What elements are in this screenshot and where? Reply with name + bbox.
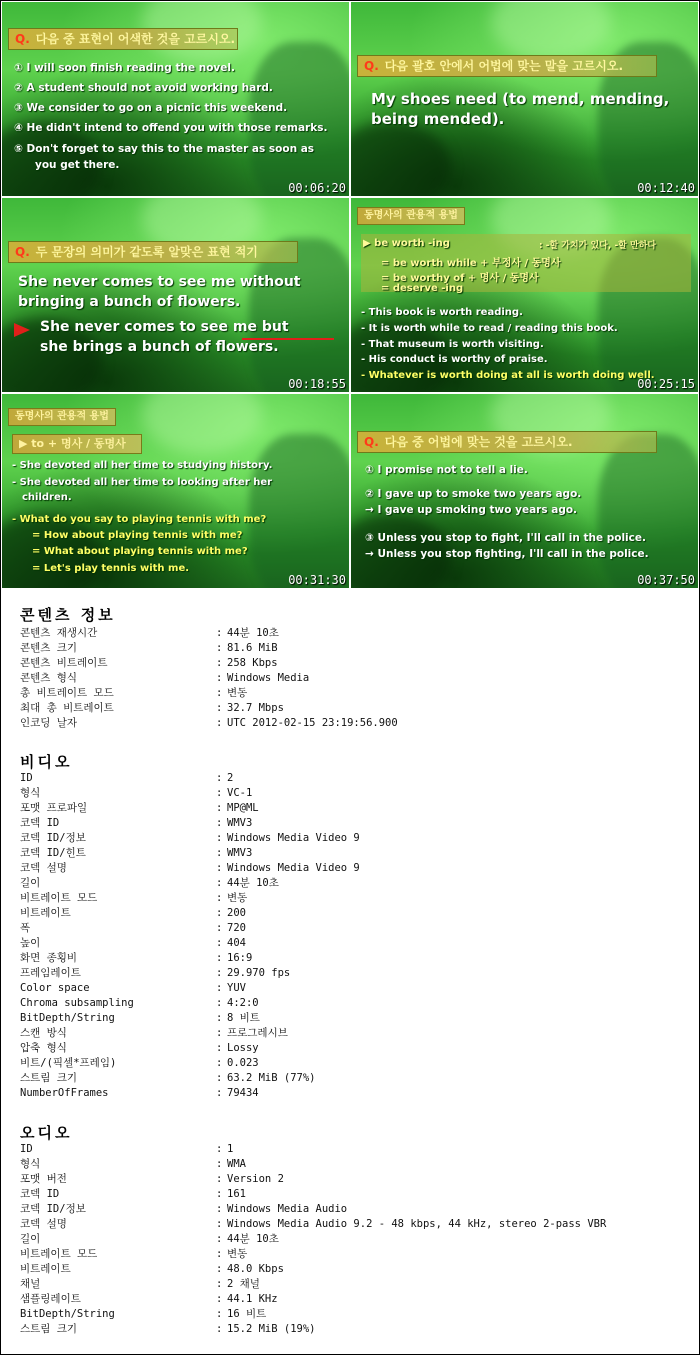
info-row <box>20 936 680 951</box>
info-separator: : <box>216 817 223 829</box>
text-line: - That museum is worth visiting. <box>361 339 544 350</box>
info-row <box>20 1292 680 1307</box>
text-line: ① I promise not to tell a lie. <box>365 464 528 476</box>
info-separator: : <box>216 1072 223 1084</box>
info-value: 0.023 <box>227 1057 259 1069</box>
info-key: 스캔 방식 <box>20 1027 67 1039</box>
info-separator: : <box>216 952 223 964</box>
info-separator: : <box>216 1012 223 1024</box>
info-separator: : <box>216 1087 223 1099</box>
info-row <box>20 951 680 966</box>
info-separator: : <box>216 1173 223 1185</box>
text-line: bringing a bunch of flowers. <box>18 294 241 310</box>
info-row <box>20 1026 680 1041</box>
text-line: - Whatever is worth doing at all is worth doing well. <box>361 370 655 381</box>
info-row <box>20 686 680 701</box>
text-line: - It is worth while to read / reading this book. <box>361 323 618 334</box>
info-row <box>20 981 680 996</box>
info-value: 15.2 MiB (19%) <box>227 1323 316 1335</box>
question-text: 다음 괄호 안에서 어법에 맞는 말을 고르시오. <box>384 59 624 73</box>
text-line: = deserve -ing <box>381 283 464 294</box>
info-separator: : <box>216 1233 223 1245</box>
info-key: BitDepth/String <box>20 1308 115 1320</box>
question-bar <box>8 241 298 263</box>
text-line: - What do you say to playing tennis with me? <box>12 514 267 525</box>
info-row <box>20 1307 680 1322</box>
text-line: children. <box>22 492 72 503</box>
timestamp: 00:06:20 <box>288 181 346 195</box>
info-key: 형식 <box>20 1158 41 1170</box>
info-separator: : <box>216 1308 223 1320</box>
text-line: She never comes to see me but <box>40 319 289 335</box>
info-separator: : <box>216 862 223 874</box>
info-value: Version 2 <box>227 1173 284 1185</box>
info-key: 코덱 설명 <box>20 1218 67 1230</box>
info-value: YUV <box>227 982 246 994</box>
info-separator: : <box>216 907 223 919</box>
info-key: 스트림 크기 <box>20 1072 78 1084</box>
thumbnail-5[interactable] <box>2 394 349 588</box>
info-row <box>20 1262 680 1277</box>
question-text: 두 문장의 의미가 같도록 알맞은 표현 적기 <box>35 245 258 259</box>
info-key: 비트레이트 모드 <box>20 892 98 904</box>
info-value: 258 Kbps <box>227 657 278 669</box>
info-row <box>20 921 680 936</box>
thumbnail-1[interactable] <box>2 2 349 196</box>
info-row <box>20 1322 680 1337</box>
info-value: Windows Media Audio 9.2 - 48 kbps, 44 kHz, stereo 2-pass VBR <box>227 1218 607 1230</box>
info-key: 스트림 크기 <box>20 1323 78 1335</box>
info-row <box>20 801 680 816</box>
question-text: 다음 중 어법에 맞는 것을 고르시오. <box>384 435 573 449</box>
info-value: 8 비트 <box>227 1012 260 1024</box>
info-key: 코덱 ID <box>20 1188 60 1200</box>
info-row <box>20 1041 680 1056</box>
info-row <box>20 641 680 656</box>
info-row <box>20 701 680 716</box>
info-key: Chroma subsampling <box>20 997 134 1009</box>
info-value: 1 <box>227 1143 234 1155</box>
sub-tag: ▶ to + 명사 / 동명사 <box>12 434 142 454</box>
info-separator: : <box>216 672 223 684</box>
info-value: 404 <box>227 937 246 949</box>
info-key: 최대 총 비트레이트 <box>20 702 114 714</box>
info-row <box>20 891 680 906</box>
question-mark: Q. <box>15 245 30 259</box>
info-value: Windows Media Video 9 <box>227 862 360 874</box>
info-row <box>20 996 680 1011</box>
info-key: 화면 종횡비 <box>20 952 78 964</box>
info-key: Color space <box>20 982 90 994</box>
info-key: 코덱 ID <box>20 817 60 829</box>
question-mark: Q. <box>364 59 379 73</box>
info-row <box>20 1277 680 1292</box>
question-text: 다음 중 표현이 어색한 것을 고르시오. <box>35 32 236 46</box>
text-line: = be worth while + 부정사 / 동명사 <box>381 258 561 269</box>
info-key: 형식 <box>20 787 41 799</box>
info-separator: : <box>216 1188 223 1200</box>
info-row <box>20 1232 680 1247</box>
info-row <box>20 1157 680 1172</box>
info-separator: : <box>216 877 223 889</box>
info-value: 29.970 fps <box>227 967 291 979</box>
info-value: 44분 10초 <box>227 877 279 889</box>
info-value: WMV3 <box>227 817 253 829</box>
info-key: 길이 <box>20 877 41 889</box>
info-separator: : <box>216 1263 223 1275</box>
question-mark: Q. <box>15 32 30 46</box>
info-key: 인코딩 날자 <box>20 717 78 729</box>
section-title-video: 비디오 <box>20 753 73 771</box>
info-key: BitDepth/String <box>20 1012 115 1024</box>
text-line: - This book is worth reading. <box>361 307 523 318</box>
info-row <box>20 831 680 846</box>
text-line: ② I gave up to smoke two years ago. <box>365 488 582 500</box>
info-row <box>20 716 680 731</box>
info-separator: : <box>216 832 223 844</box>
info-value: 200 <box>227 907 246 919</box>
info-key: 코덱 ID/정보 <box>20 832 86 844</box>
arrow-icon <box>14 323 30 337</box>
text-line: ① I will soon finish reading the novel. <box>14 62 235 74</box>
info-value: 16:9 <box>227 952 253 964</box>
info-value: WMA <box>227 1158 246 1170</box>
info-row <box>20 626 680 641</box>
info-value: 변동 <box>227 1248 248 1260</box>
text-line: = What about playing tennis with me? <box>32 546 248 557</box>
info-key: 채널 <box>20 1278 41 1290</box>
text-line: ② A student should not avoid working hard. <box>14 82 273 94</box>
info-row <box>20 966 680 981</box>
text-line: : -할 가치가 있다, -할 만하다 <box>539 241 657 251</box>
text-line: → Unless you stop fighting, I'll call in the police. <box>365 548 649 560</box>
info-separator: : <box>216 892 223 904</box>
info-separator: : <box>216 922 223 934</box>
info-value: 63.2 MiB (77%) <box>227 1072 316 1084</box>
info-separator: : <box>216 802 223 814</box>
info-row <box>20 1202 680 1217</box>
info-value: Windows Media <box>227 672 310 684</box>
info-value: 4:2:0 <box>227 997 259 1009</box>
info-key: 포맷 버전 <box>20 1173 67 1185</box>
info-value: 81.6 MiB <box>227 642 278 654</box>
thumbnail-3[interactable] <box>2 198 349 392</box>
info-row <box>20 861 680 876</box>
text-line: - She devoted all her time to looking after her <box>12 477 273 488</box>
info-key: 포맷 프로파일 <box>20 802 88 814</box>
info-separator: : <box>216 937 223 949</box>
text-line: ③ Unless you stop to fight, I'll call in the police. <box>365 532 646 544</box>
text-line: = be worthy of + 명사 / 동명사 <box>381 273 539 284</box>
info-key: ID <box>20 1143 33 1155</box>
info-row <box>20 1247 680 1262</box>
info-key: NumberOfFrames <box>20 1087 109 1099</box>
info-row <box>20 786 680 801</box>
info-key: 높이 <box>20 937 41 949</box>
info-key: 코덱 ID/힌트 <box>20 847 86 859</box>
info-separator: : <box>216 702 223 714</box>
info-separator: : <box>216 1203 223 1215</box>
thumbnail-4[interactable] <box>351 198 698 392</box>
info-separator: : <box>216 787 223 799</box>
info-value: 변동 <box>227 687 248 699</box>
info-row <box>20 1172 680 1187</box>
info-row <box>20 1217 680 1232</box>
info-value: 79434 <box>227 1087 259 1099</box>
text-line: → I gave up smoking two years ago. <box>365 504 578 516</box>
info-key: 콘텐츠 크기 <box>20 642 78 654</box>
info-row <box>20 846 680 861</box>
info-separator: : <box>216 657 223 669</box>
info-separator: : <box>216 847 223 859</box>
info-value: 2 채널 <box>227 1278 260 1290</box>
info-separator: : <box>216 982 223 994</box>
info-separator: : <box>216 772 223 784</box>
timestamp: 00:18:55 <box>288 377 346 391</box>
info-row <box>20 816 680 831</box>
info-row <box>20 1011 680 1026</box>
info-value: VC-1 <box>227 787 253 799</box>
info-value: 16 비트 <box>227 1308 267 1320</box>
info-value: WMV3 <box>227 847 253 859</box>
text-line: she brings a bunch of flowers. <box>40 339 279 355</box>
info-value: 32.7 Mbps <box>227 702 284 714</box>
info-separator: : <box>216 1143 223 1155</box>
text-line: ⑤ Don't forget to say this to the master as soon as <box>14 143 315 155</box>
info-separator: : <box>216 642 223 654</box>
info-separator: : <box>216 627 223 639</box>
info-value: 44분 10초 <box>227 627 279 639</box>
section-tag: 동명사의 관용적 용법 <box>357 207 465 225</box>
info-value: 720 <box>227 922 246 934</box>
timestamp: 00:12:40 <box>637 181 695 195</box>
info-key: 콘텐츠 재생시간 <box>20 627 98 639</box>
info-value: 2 <box>227 772 234 784</box>
info-value: 44분 10초 <box>227 1233 279 1245</box>
thumbnail-grid <box>1 1 699 589</box>
timestamp: 00:37:50 <box>637 573 695 587</box>
text-line: ▶ be worth -ing <box>363 238 450 249</box>
info-key: 코덱 ID/정보 <box>20 1203 86 1215</box>
thumbnail-2[interactable] <box>351 2 698 196</box>
text-line: being mended). <box>371 110 505 128</box>
info-value: 변동 <box>227 892 248 904</box>
info-value: Windows Media Audio <box>227 1203 348 1215</box>
info-key: 프레임레이트 <box>20 967 81 979</box>
timestamp: 00:31:30 <box>288 573 346 587</box>
info-key: 비트/(픽셀*프레임) <box>20 1057 117 1069</box>
info-value: MP@ML <box>227 802 259 814</box>
info-separator: : <box>216 1218 223 1230</box>
info-separator: : <box>216 1057 223 1069</box>
info-value: UTC 2012-02-15 23:19:56.900 <box>227 717 398 729</box>
info-row <box>20 876 680 891</box>
question-mark: Q. <box>364 435 379 449</box>
info-row <box>20 1187 680 1202</box>
text-line: = How about playing tennis with me? <box>32 530 243 541</box>
text-line: - She devoted all her time to studying history. <box>12 460 273 471</box>
info-key: 샘플링레이트 <box>20 1293 81 1305</box>
info-separator: : <box>216 1293 223 1305</box>
info-row <box>20 1071 680 1086</box>
info-separator: : <box>216 967 223 979</box>
info-separator: : <box>216 687 223 699</box>
section-title-content: 콘텐츠 정보 <box>20 606 116 624</box>
text-line: My shoes need (to mend, mending, <box>371 90 670 108</box>
info-key: 총 비트레이트 모드 <box>20 687 114 699</box>
info-separator: : <box>216 997 223 1009</box>
info-value: 48.0 Kbps <box>227 1263 284 1275</box>
question-bar <box>357 55 657 77</box>
info-row <box>20 656 680 671</box>
info-row <box>20 771 680 786</box>
info-key: 비트레이트 <box>20 907 71 919</box>
info-value: 161 <box>227 1188 246 1200</box>
info-row <box>20 906 680 921</box>
info-separator: : <box>216 1042 223 1054</box>
info-row <box>20 671 680 686</box>
question-bar <box>357 431 657 453</box>
info-separator: : <box>216 1248 223 1260</box>
question-bar <box>8 28 238 50</box>
text-line: = Let's play tennis with me. <box>32 563 190 574</box>
info-key: 콘텐츠 비트레이트 <box>20 657 108 669</box>
info-value: Lossy <box>227 1042 259 1054</box>
info-key: 압축 형식 <box>20 1042 67 1054</box>
info-value: Windows Media Video 9 <box>227 832 360 844</box>
info-key: 비트레이트 모드 <box>20 1248 98 1260</box>
text-line: ④ He didn't intend to offend you with those remarks. <box>14 122 328 134</box>
timestamp: 00:25:15 <box>637 377 695 391</box>
thumbnail-6[interactable] <box>351 394 698 588</box>
info-separator: : <box>216 1158 223 1170</box>
section-tag: 동명사의 관용적 용법 <box>8 408 116 426</box>
info-row <box>20 1086 680 1101</box>
info-key: 비트레이트 <box>20 1263 71 1275</box>
info-row <box>20 1056 680 1071</box>
info-key: 코덱 설명 <box>20 862 67 874</box>
text-line: - His conduct is worthy of praise. <box>361 354 548 365</box>
info-key: 길이 <box>20 1233 41 1245</box>
info-row <box>20 1142 680 1157</box>
info-separator: : <box>216 1323 223 1335</box>
text-line: ③ We consider to go on a picnic this weekend. <box>14 102 288 114</box>
text-line: She never comes to see me without <box>18 274 301 290</box>
info-value: 44.1 KHz <box>227 1293 278 1305</box>
info-separator: : <box>216 1278 223 1290</box>
info-separator: : <box>216 717 223 729</box>
info-key: ID <box>20 772 33 784</box>
info-value: 프로그레시브 <box>227 1027 288 1039</box>
text-line: you get there. <box>35 159 120 171</box>
info-key: 폭 <box>20 922 31 934</box>
info-separator: : <box>216 1027 223 1039</box>
section-title-audio: 오디오 <box>20 1124 73 1142</box>
info-key: 콘텐츠 형식 <box>20 672 78 684</box>
